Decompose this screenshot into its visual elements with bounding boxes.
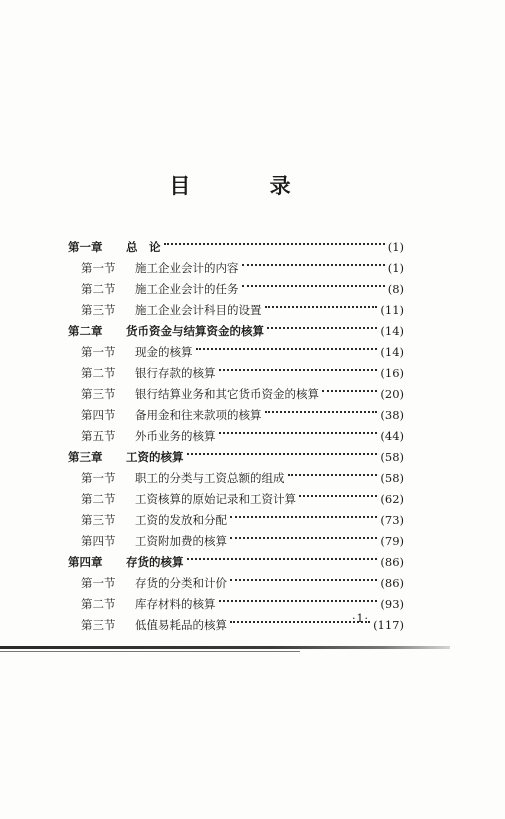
toc-entry-page: (79) (380, 533, 404, 548)
toc-entry-page: (8) (387, 281, 404, 296)
page-bottom-rule-thin (0, 651, 300, 652)
page-bottom-rule (0, 646, 450, 649)
table-of-contents (68, 236, 404, 635)
toc-entry-title: 总 论 (126, 239, 161, 254)
toc-entry-label: 第一节 (81, 470, 116, 485)
toc-leader-dots (187, 453, 378, 455)
toc-leader-dots (322, 390, 377, 392)
toc-entry-label: 第三节 (81, 617, 116, 632)
toc-section-entry (68, 467, 404, 488)
page-number: ·1· (352, 612, 369, 625)
toc-entry-label: 第三节 (81, 386, 116, 401)
toc-entry-label: 第五节 (81, 428, 116, 443)
toc-leader-dots (230, 621, 370, 623)
toc-entry-label: 第三节 (81, 302, 116, 317)
page-title: 目 录 (169, 174, 327, 198)
toc-chapter-entry (68, 236, 404, 257)
toc-leader-dots (299, 495, 377, 497)
toc-entry-label: 第二节 (81, 281, 116, 296)
toc-section-entry (68, 425, 404, 446)
toc-section-entry (68, 299, 404, 320)
toc-entry-title: 工资的核算 (126, 449, 184, 464)
toc-section-entry (68, 341, 404, 362)
toc-entry-page: (86) (380, 575, 404, 590)
toc-entry-page: (14) (380, 344, 404, 359)
toc-entry-label: 第一节 (81, 344, 116, 359)
toc-chapter-entry (68, 551, 404, 572)
toc-entry-title: 施工企业会计的内容 (135, 260, 239, 275)
toc-entry-label: 第三章 (68, 449, 103, 464)
toc-entry-title: 低值易耗品的核算 (135, 617, 227, 632)
toc-leader-dots (219, 369, 378, 371)
toc-chapter-entry (68, 446, 404, 467)
toc-entry-title: 存货的核算 (126, 554, 184, 569)
toc-entry-label: 第一节 (81, 260, 116, 275)
toc-entry-label: 第二节 (81, 491, 116, 506)
toc-leader-dots (219, 600, 378, 602)
toc-section-entry (68, 488, 404, 509)
toc-entry-title: 备用金和往来款项的核算 (135, 407, 262, 422)
toc-leader-dots (196, 348, 378, 350)
toc-leader-dots (230, 516, 377, 518)
toc-entry-page: (58) (380, 449, 404, 464)
toc-entry-page: (11) (380, 302, 404, 317)
toc-entry-label: 第二节 (81, 596, 116, 611)
toc-entry-label: 第一章 (68, 239, 103, 254)
toc-entry-title: 施工企业会计的任务 (135, 281, 239, 296)
toc-section-entry (68, 509, 404, 530)
toc-entry-title: 库存材料的核算 (135, 596, 216, 611)
toc-entry-page: (86) (380, 554, 404, 569)
toc-entry-title: 现金的核算 (135, 344, 193, 359)
toc-entry-label: 第一节 (81, 575, 116, 590)
toc-section-entry (68, 278, 404, 299)
toc-entry-label: 第二节 (81, 365, 116, 380)
toc-entry-title: 存货的分类和计价 (135, 575, 227, 590)
toc-leader-dots (267, 327, 377, 329)
toc-entry-label: 第四章 (68, 554, 103, 569)
toc-entry-title: 外币业务的核算 (135, 428, 216, 443)
toc-entry-page: (44) (380, 428, 404, 443)
toc-entry-page: (20) (380, 386, 404, 401)
toc-entry-label: 第四节 (81, 407, 116, 422)
toc-entry-label: 第三节 (81, 512, 116, 527)
toc-section-entry (68, 572, 404, 593)
toc-leader-dots (187, 558, 378, 560)
toc-entry-label: 第二章 (68, 323, 103, 338)
toc-leader-dots (265, 411, 378, 413)
toc-entry-title: 货币资金与结算资金的核算 (126, 323, 264, 338)
toc-leader-dots (265, 306, 378, 308)
toc-section-entry (68, 257, 404, 278)
toc-entry-title: 施工企业会计科目的设置 (135, 302, 262, 317)
toc-section-entry (68, 383, 404, 404)
toc-entry-title: 工资核算的原始记录和工资计算 (135, 491, 296, 506)
toc-entry-title: 职工的分类与工资总额的组成 (135, 470, 285, 485)
toc-entry-label: 第四节 (81, 533, 116, 548)
toc-entry-page: (14) (380, 323, 404, 338)
toc-entry-page: (38) (380, 407, 404, 422)
toc-entry-page: (62) (380, 491, 404, 506)
toc-leader-dots (164, 243, 385, 245)
toc-entry-page: (16) (380, 365, 404, 380)
toc-section-entry (68, 404, 404, 425)
toc-entry-page: (58) (380, 470, 404, 485)
toc-leader-dots (230, 579, 377, 581)
toc-section-entry (68, 593, 404, 614)
toc-entry-page: (73) (380, 512, 404, 527)
toc-entry-page: (93) (380, 596, 404, 611)
toc-section-entry (68, 362, 404, 383)
toc-entry-title: 银行存款的核算 (135, 365, 216, 380)
toc-leader-dots (288, 474, 378, 476)
toc-entry-title: 银行结算业务和其它货币资金的核算 (135, 386, 319, 401)
toc-entry-page: (117) (373, 617, 404, 632)
toc-entry-title: 工资的发放和分配 (135, 512, 227, 527)
toc-chapter-entry (68, 320, 404, 341)
toc-leader-dots (242, 264, 385, 266)
toc-leader-dots (230, 537, 377, 539)
toc-entry-title: 工资附加费的核算 (135, 533, 227, 548)
toc-entry-page: (1) (387, 260, 404, 275)
toc-entry-page: (1) (387, 239, 404, 254)
toc-section-entry (68, 530, 404, 551)
toc-leader-dots (242, 285, 385, 287)
toc-leader-dots (219, 432, 378, 434)
